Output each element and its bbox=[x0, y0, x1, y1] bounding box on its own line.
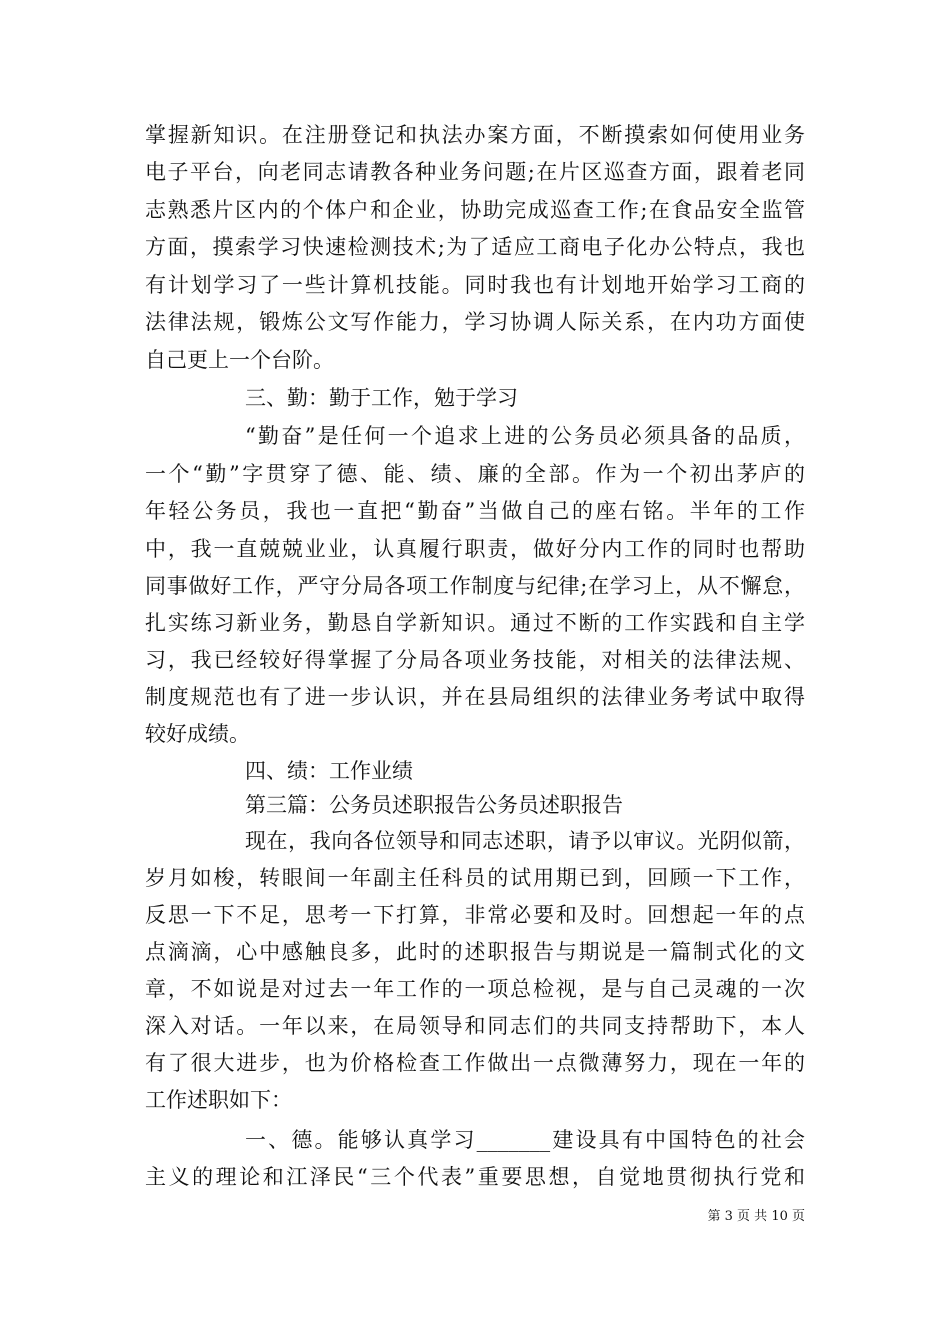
chapter-title: 第三篇：公务员述职报告公务员述职报告 bbox=[245, 793, 623, 817]
paragraph-line: 方面，摸索学习快速检测技术;为了适应工商电子化办公特点，我也 bbox=[145, 235, 805, 259]
paragraph-line: 年轻公务员，我也一直把“勤奋”当做自己的座右铭。半年的工作 bbox=[145, 499, 805, 523]
paragraph-line: 点滴滴，心中感触良多，此时的述职报告与期说是一篇制式化的文 bbox=[145, 940, 805, 964]
paragraph-line: 章，不如说是对过去一年工作的一项总检视，是与自己灵魂的一次 bbox=[145, 977, 805, 1001]
paragraph-line: 现在，我向各位领导和同志述职，请予以审议。光阴似箭， bbox=[245, 829, 805, 853]
paragraph-line: 同事做好工作，严守分局各项工作制度与纪律;在学习上，从不懈怠， bbox=[145, 574, 805, 598]
paragraph-line: 中，我一直兢兢业业，认真履行职责，做好分内工作的同时也帮助 bbox=[145, 537, 805, 561]
section-heading: 四、绩：工作业绩 bbox=[245, 759, 413, 783]
paragraph-line: “勤奋”是任何一个追求上进的公务员必须具备的品质， bbox=[245, 424, 805, 448]
paragraph-line: 较好成绩。 bbox=[145, 722, 250, 746]
paragraph-line: 扎实练习新业务，勤恳自学新知识。通过不断的工作实践和自主学 bbox=[145, 611, 805, 635]
paragraph-line: 志熟悉片区内的个体户和企业，协助完成巡查工作;在食品安全监管 bbox=[145, 198, 805, 222]
paragraph-line: 一个“勤”字贯穿了德、能、绩、廉的全部。作为一个初出茅庐的 bbox=[145, 462, 805, 486]
page-number-footer: 第 3 页 共 10 页 bbox=[707, 1209, 805, 1224]
paragraph-line: 有计划学习了一些计算机技能。同时我也有计划地开始学习工商的 bbox=[145, 273, 805, 297]
paragraph-line: 制度规范也有了进一步认识，并在县局组织的法律业务考试中取得 bbox=[145, 685, 805, 709]
paragraph-line: 习，我已经较好得掌握了分局各项业务技能，对相关的法律法规、 bbox=[145, 648, 805, 672]
paragraph-line: 一、德。能够认真学习_______建设具有中国特色的社会 bbox=[245, 1128, 805, 1152]
paragraph-line: 电子平台，向老同志请教各种业务问题;在片区巡查方面，跟着老同 bbox=[145, 160, 805, 184]
paragraph-line: 法律法规，锻炼公文写作能力，学习协调人际关系，在内功方面使 bbox=[145, 310, 805, 334]
section-heading: 三、勤：勤于工作，勉于学习 bbox=[245, 386, 518, 410]
paragraph-line: 自己更上一个台阶。 bbox=[145, 348, 334, 372]
paragraph-line: 工作述职如下： bbox=[145, 1088, 292, 1112]
paragraph-line: 有了很大进步，也为价格检查工作做出一点微薄努力，现在一年的 bbox=[145, 1051, 805, 1075]
paragraph-line: 岁月如梭，转眼间一年副主任科员的试用期已到，回顾一下工作， bbox=[145, 866, 805, 890]
paragraph-line: 掌握新知识。在注册登记和执法办案方面，不断摸索如何使用业务 bbox=[145, 123, 805, 147]
paragraph-line: 深入对话。一年以来，在局领导和同志们的共同支持帮助下，本人 bbox=[145, 1014, 805, 1038]
paragraph-line: 反思一下不足，思考一下打算，非常必要和及时。回想起一年的点 bbox=[145, 903, 805, 927]
paragraph-line: 主义的理论和江泽民“三个代表”重要思想，自觉地贯彻执行党和 bbox=[145, 1165, 805, 1189]
